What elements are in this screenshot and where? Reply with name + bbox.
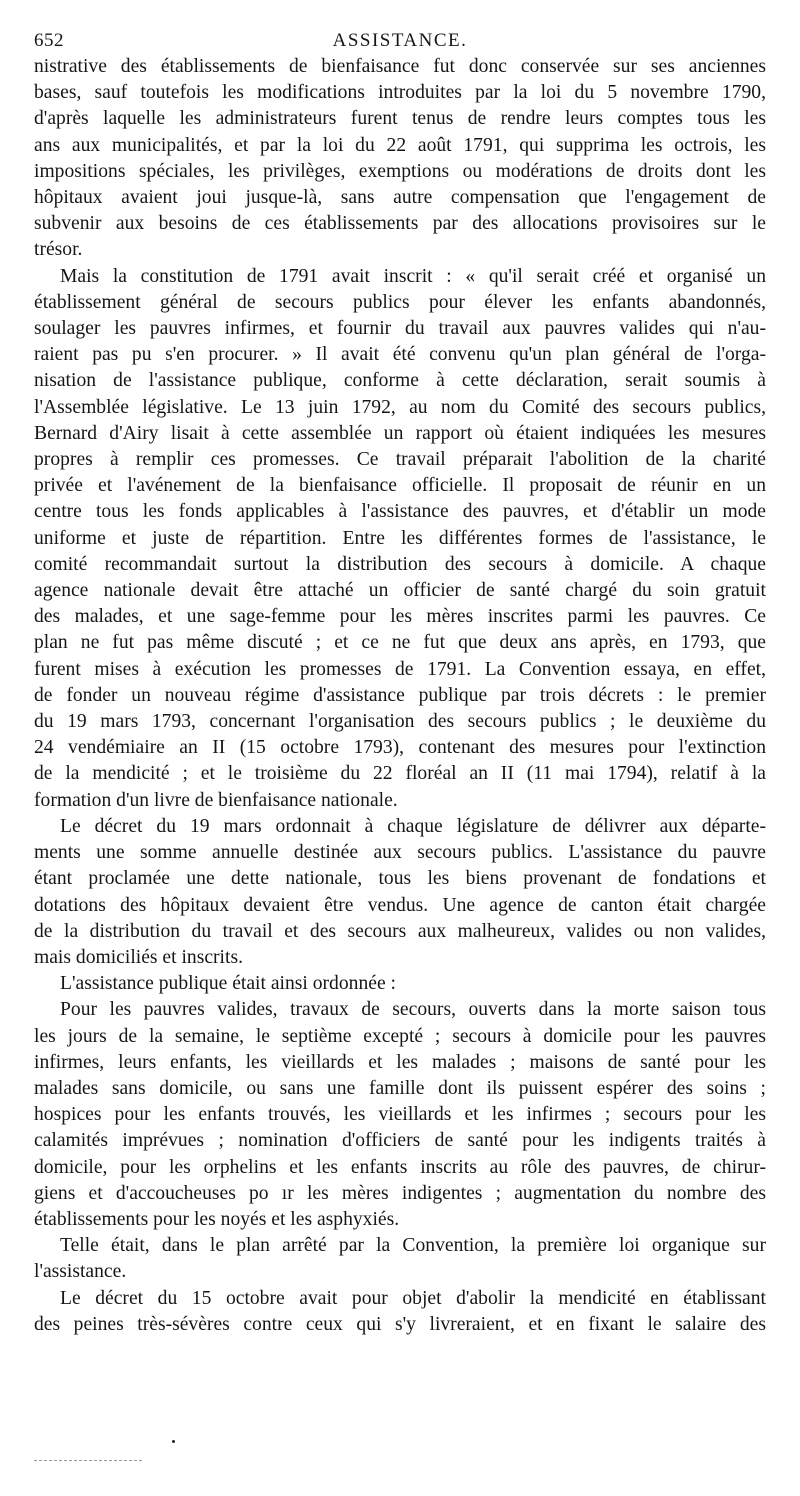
running-head	[34, 30, 766, 54]
page-number: 652	[34, 30, 64, 51]
text-line: ments une somme annuelle destinée aux secours publics. L'assistance du pauvre	[34, 842, 766, 864]
ink-dot	[172, 1440, 175, 1443]
text-line: subvenir aux besoins de ces établissements par des allocations provisoires sur le	[34, 213, 766, 235]
text-line: nistrative des établissements de bienfaisance fut donc conservée sur ses anciennes	[34, 56, 766, 77]
text-line: de la distribution du travail et des secours aux malheureux, valides ou non valides,	[34, 920, 766, 942]
text-line: propres à remplir ces promesses. Ce travail préparait l'abolition de la charité	[34, 449, 766, 471]
text-line: calamités imprévues ; nomination d'officiers de santé pour les indigents traités à	[34, 1130, 766, 1152]
body-text	[34, 54, 766, 1338]
text-line: Pour les pauvres valides, travaux de secours, ouverts dans la morte saison tous	[60, 999, 766, 1021]
header-title: ASSISTANCE.	[332, 30, 468, 51]
text-line: soulager les pauvres infirmes, et fournir du travail aux pauvres valides qui n'au-	[34, 318, 766, 340]
bottom-rule	[34, 1460, 142, 1461]
text-line: hospices pour les enfants trouvés, les vieillards et les infirmes ; secours pour les	[34, 1104, 766, 1126]
text-line: de fonder un nouveau régime d'assistance publique par trois décrets : le premier	[34, 684, 766, 706]
text-line: privée et l'avénement de la bienfaisance officielle. Il proposait de réunir en un	[34, 475, 766, 497]
text-line: formation d'un livre de bienfaisance nationale.	[34, 789, 398, 811]
text-line: plan ne fut pas même discuté ; et ce ne fut que deux ans après, en 1793, que	[34, 632, 766, 654]
text-line: ans aux municipalités, et par la loi du 22 août 1791, qui supprima les octrois, les	[34, 134, 766, 156]
text-line: furent mises à exécution les promesses de 1791. La Convention essaya, en effet,	[34, 658, 766, 680]
text-line: établissement général de secours publics pour élever les enfants abandonnés,	[34, 291, 766, 313]
text-line: établissements pour les noyés et les asphyxiés.	[34, 1208, 400, 1230]
text-line: centre tous les fonds applicables à l'assistance des pauvres, et d'établir un mode	[34, 501, 766, 523]
text-line: agence nationale devait être attaché un officier de santé chargé du soin gratuit	[34, 580, 766, 602]
text-line: d'après laquelle les administrateurs furent tenus de rendre leurs comptes tous les	[34, 108, 766, 130]
text-line: nisation de l'assistance publique, conforme à cette déclaration, serait soumis à	[34, 370, 766, 392]
text-line: étant proclamée une dette nationale, tous les biens provenant de fondations et	[34, 868, 766, 890]
text-line: uniforme et juste de répartition. Entre les différentes formes de l'assistance, le	[34, 527, 766, 549]
page	[34, 30, 766, 1338]
text-line: des peines très-sévères contre ceux qui s'y livreraient, et en fixant le salaire des	[34, 1313, 766, 1335]
text-line: 24 vendémiaire an II (15 octobre 1793), contenant des mesures pour l'extinction	[34, 737, 766, 759]
text-line: hôpitaux avaient joui jusque-là, sans autre compensation que l'engagement de	[34, 187, 766, 209]
text-line: Bernard d'Airy lisait à cette assemblée un rapport où étaient indiquées les mesures	[34, 422, 766, 444]
text-line: bases, sauf toutefois les modifications introduites par la loi du 5 novembre 1790,	[34, 82, 766, 104]
text-line: raient pas pu s'en procurer. » Il avait été convenu qu'un plan général de l'orga-	[34, 344, 766, 366]
text-line: malades sans domicile, ou sans une famille dont ils puissent espérer des soins ;	[34, 1077, 766, 1099]
text-line: Telle était, dans le plan arrêté par la Convention, la première loi organique sur	[60, 1235, 766, 1257]
text-line: comité recommandait surtout la distribution des secours à domicile. A chaque	[34, 553, 766, 575]
text-line: des malades, et une sage-femme pour les mères inscrites parmi les pauvres. Ce	[34, 606, 766, 628]
text-line: Le décret du 15 octobre avait pour objet d'abolir la mendicité en établissant	[60, 1287, 766, 1309]
text-line: Le décret du 19 mars ordonnait à chaque législature de délivrer aux départe-	[60, 815, 766, 837]
text-line: L'assistance publique était ainsi ordonnée :	[60, 973, 396, 995]
text-line: dotations des hôpitaux devaient être vendus. Une agence de canton était chargée	[34, 894, 766, 916]
text-line: de la mendicité ; et le troisième du 22 floréal an II (11 mai 1794), relatif à la	[34, 763, 766, 785]
text-line: domicile, pour les orphelins et les enfants inscrits au rôle des pauvres, de chirur-	[34, 1156, 766, 1178]
text-line: l'assistance.	[34, 1261, 127, 1283]
text-line: l'Assemblée législative. Le 13 juin 1792, au nom du Comité des secours publics,	[34, 396, 766, 418]
text-line: les jours de la semaine, le septième excepté ; secours à domicile pour les pauvres	[34, 1025, 766, 1047]
text-line: du 19 mars 1793, concernant l'organisation des secours publics ; le deuxième du	[34, 711, 766, 733]
text-line: Mais la constitution de 1791 avait inscrit : « qu'il serait créé et organisé un	[60, 265, 766, 287]
text-line: impositions spéciales, les privilèges, exemptions ou modérations de droits dont les	[34, 160, 766, 182]
text-line: infirmes, leurs enfants, les vieillards et les malades ; maisons de santé pour les	[34, 1051, 766, 1073]
text-line: trésor.	[34, 239, 83, 261]
text-line: giens et d'accoucheuses po ır les mères indigentes ; augmentation du nombre des	[34, 1182, 766, 1204]
text-line: mais domiciliés et inscrits.	[34, 946, 243, 968]
